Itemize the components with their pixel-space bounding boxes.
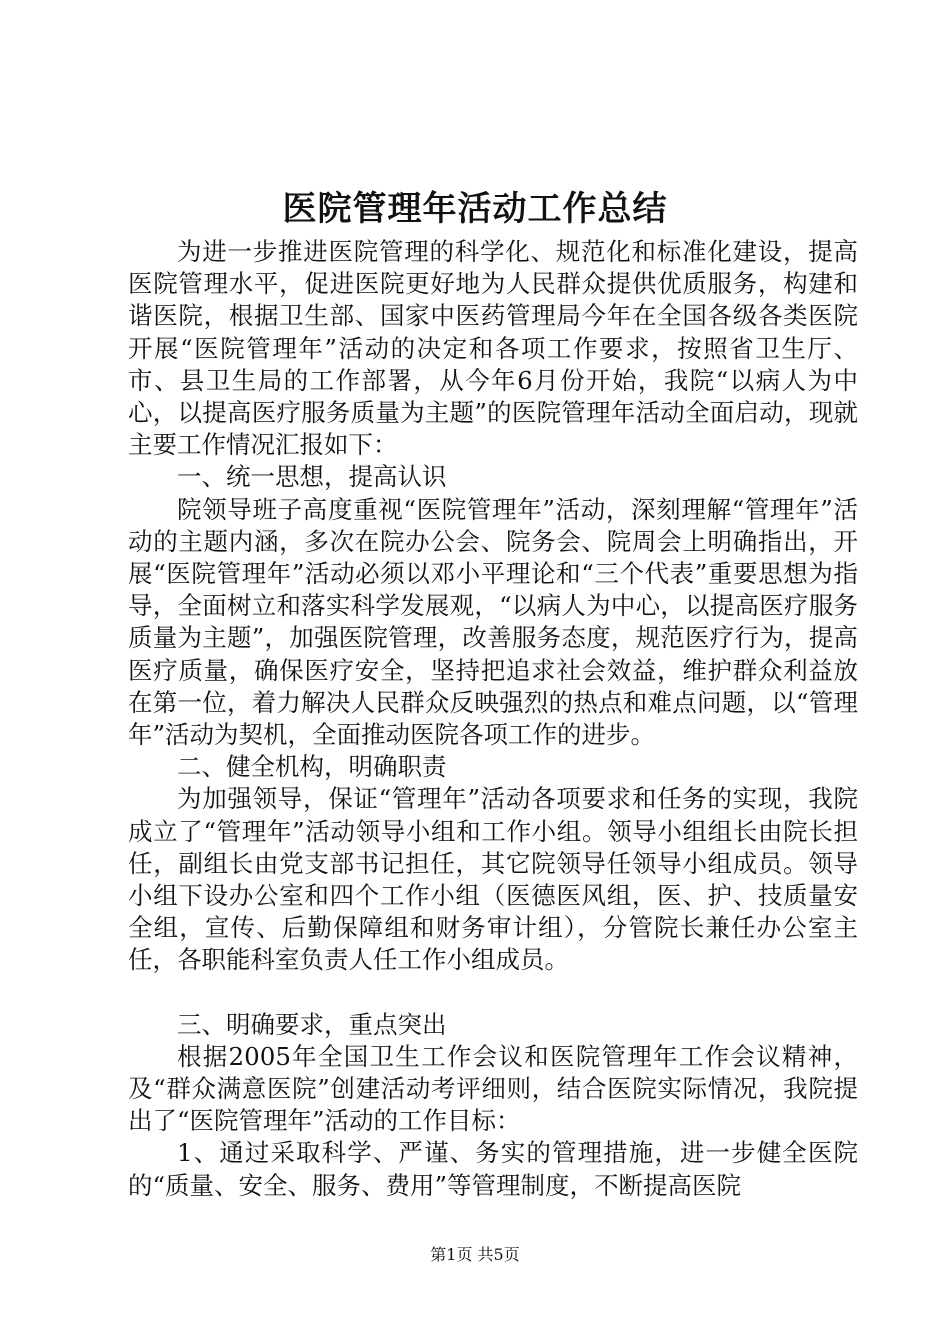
document-body: [128, 236, 858, 1202]
document-title: 医院管理年活动工作总结: [282, 189, 668, 229]
section-3-paragraph: 根据2005年全国卫生工作会议和医院管理年工作会议精神，及“群众满意医院”创建活动考评细则，结合医院实际情况，我院提出了“医院管理年”活动的工作目标：: [128, 1041, 858, 1136]
page-footer: 第1页 共5页: [430, 1245, 520, 1264]
paragraph-gap: [128, 977, 858, 1009]
section-2-paragraph: 为加强领导，保证“管理年”活动各项要求和任务的实现，我院成立了“管理年”活动领导小组和工作小组。领导小组组长由院长担任，副组长由党支部书记担任，其它院领导任领导小组成员。领导小组下设办公室和四个工作小组（医德医风组，医、护、技质量安全组，宣传、后勤保障组和财务审计组），分管院长兼任办公室主任，各职能科室负责人任工作小组成员。: [128, 784, 858, 975]
section-heading-1: 一、统一思想，提高认识: [177, 462, 447, 492]
intro-paragraph: 为进一步推进医院管理的科学化、规范化和标准化建设，提高医院管理水平，促进医院更好地为人民群众提供优质服务，构建和谐医院，根据卫生部、国家中医药管理局今年在全国各级各类医院开展“医院管理年”活动的决定和各项工作要求，按照省卫生厅、市、县卫生局的工作部署，从今年6月份开始，我院“以病人为中心，以提高医疗服务质量为主题”的医院管理年活动全面启动，现就主要工作情况汇报如下：: [128, 237, 858, 460]
section-heading-2: 二、健全机构，明确职责: [177, 752, 447, 782]
section-1-paragraph: 院领导班子高度重视“医院管理年”活动，深刻理解“管理年”活动的主题内涵，多次在院办公会、院务会、院周会上明确指出，开展“医院管理年”活动必须以邓小平理论和“三个代表”重要思想为指导，全面树立和落实科学发展观，“以病人为中心，以提高医疗服务质量为主题”，加强医院管理，改善服务态度，规范医疗行为，提高医疗质量，确保医疗安全，坚持把追求社会效益，维护群众利益放在第一位，着力解决人民群众反映强烈的热点和难点问题，以“管理年”活动为契机，全面推动医院各项工作的进步。: [128, 494, 858, 750]
goal-item-1: 1、通过采取科学、严谨、务实的管理措施，进一步健全医院的“质量、安全、服务、费用”等管理制度，不断提高医院: [128, 1138, 858, 1200]
section-heading-3: 三、明确要求，重点突出: [177, 1009, 447, 1039]
